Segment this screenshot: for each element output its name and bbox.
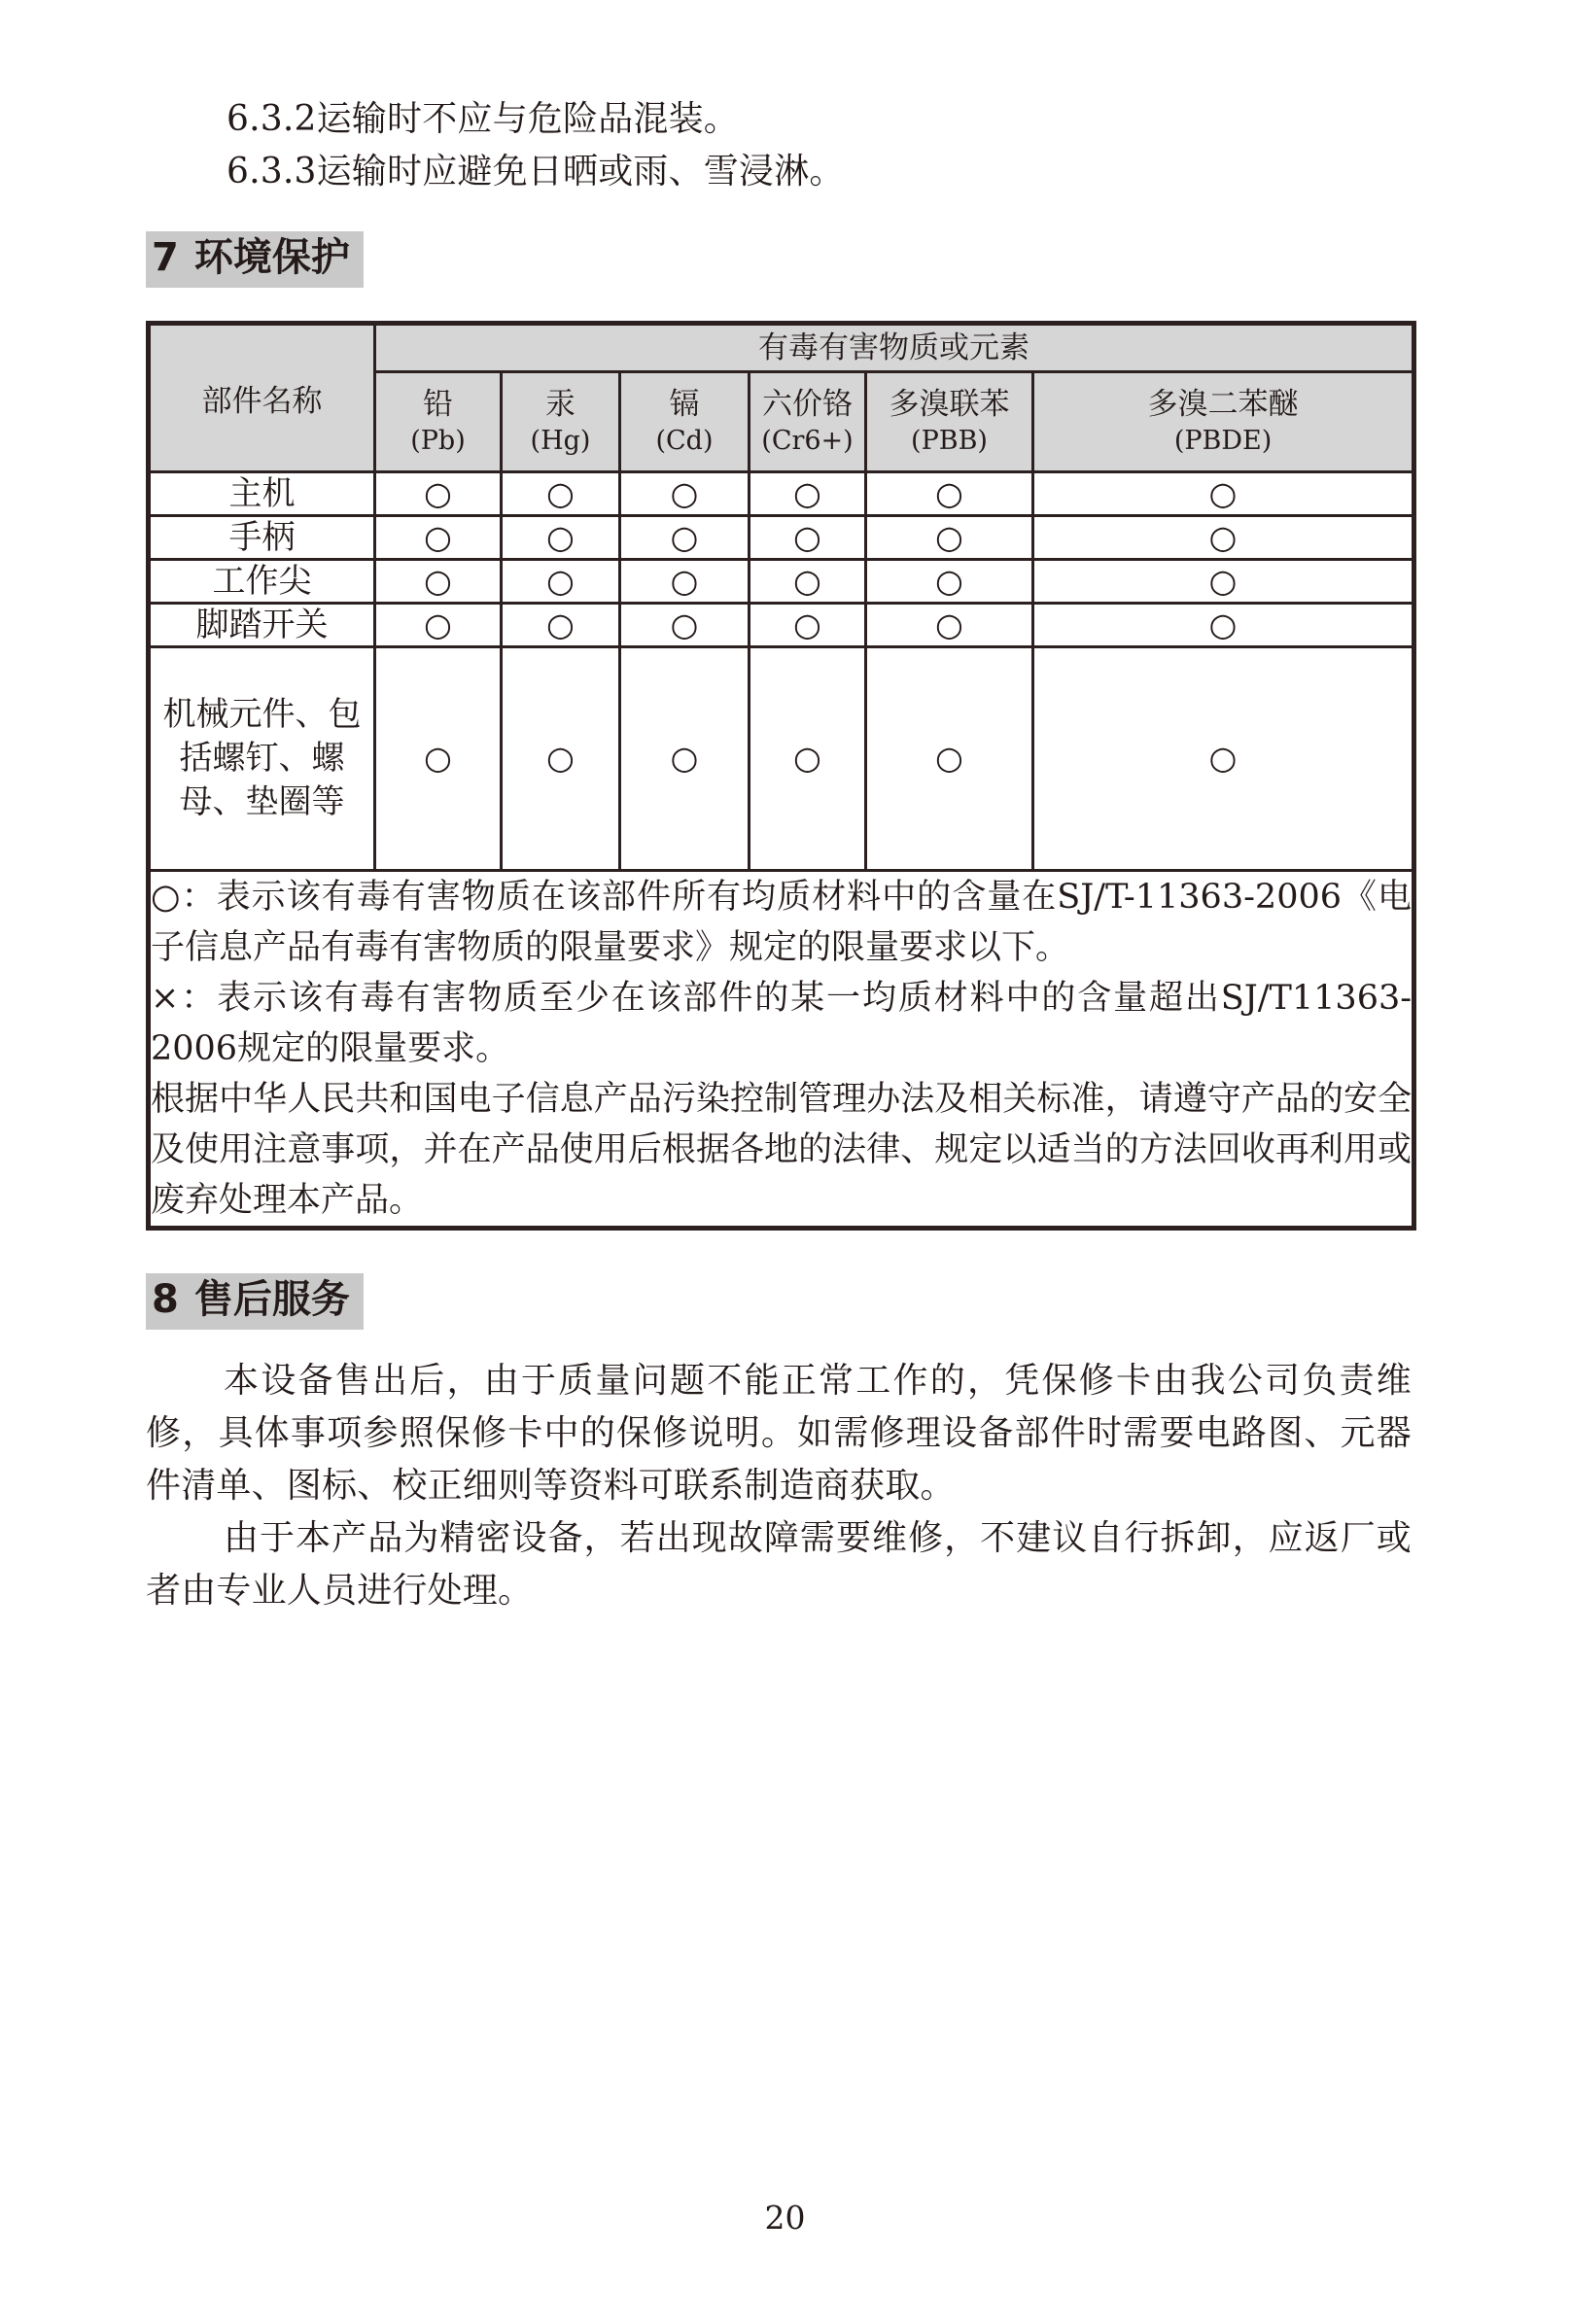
- page-content: [146, 93, 1412, 1617]
- mark-foot-switch-hg: ○: [502, 603, 620, 646]
- table-footnote-row: [149, 870, 1414, 1228]
- header-substance-pbb-name: 多溴联苯: [889, 386, 1010, 422]
- mark-tip-pbde: ○: [1033, 559, 1414, 603]
- mark-foot-switch-pb: ○: [375, 603, 502, 646]
- header-substance-pb-name: 铅: [423, 386, 453, 422]
- section-7-number: 7: [152, 235, 179, 280]
- mark-foot-switch-pbde: ○: [1033, 603, 1414, 646]
- header-substance-hg-symbol: (Hg): [530, 425, 591, 456]
- header-substance-cd-name: 镉: [669, 386, 700, 422]
- mark-tip-hg: ○: [502, 559, 620, 603]
- section-8-body: [146, 1355, 1412, 1617]
- row-component-main-unit: 主机: [149, 471, 375, 515]
- table-header-row-top: [149, 323, 1414, 371]
- header-substance-cd: [620, 371, 750, 471]
- mark-main-unit-cd: ○: [620, 471, 750, 515]
- mark-handle-pbb: ○: [866, 515, 1033, 559]
- section-8-number: 8: [152, 1276, 179, 1322]
- header-substance-pbde-name: 多溴二苯醚: [1147, 386, 1299, 422]
- header-substance-cr6-name: 六价铬: [762, 386, 853, 422]
- header-substance-hg-name: 汞: [545, 386, 576, 422]
- table-row: [149, 471, 1414, 515]
- section-8-title: 售后服务: [193, 1276, 350, 1322]
- mark-main-unit-hg: ○: [502, 471, 620, 515]
- row-component-working-tip: 工作尖: [149, 559, 375, 603]
- row-component-mechanical-parts: 机械元件、包括螺钉、螺母、垫圈等: [149, 646, 375, 870]
- mark-mechanical-cr6: ○: [750, 646, 866, 870]
- header-substance-pbde: [1033, 371, 1414, 471]
- mark-handle-cd: ○: [620, 515, 750, 559]
- mark-main-unit-cr6: ○: [750, 471, 866, 515]
- mark-foot-switch-pbb: ○: [866, 603, 1033, 646]
- header-substance-hg: [502, 371, 620, 471]
- header-substance-pb-symbol: (Pb): [410, 425, 466, 456]
- transport-note-2: 6.3.3运输时应避免日晒或雨、雪浸淋。: [227, 152, 845, 191]
- transport-notes-block: [146, 93, 1412, 198]
- footnote-circle-meaning: ○：表示该有毒有害物质在该部件所有均质材料中的含量在SJ/T-11363-2006《电子信息产品有毒有害物质的限量要求》规定的限量要求以下。: [151, 877, 1413, 967]
- header-substance-pbde-symbol: (PBDE): [1173, 425, 1273, 456]
- header-substance-cr6-symbol: (Cr6+): [761, 425, 854, 456]
- mark-tip-cd: ○: [620, 559, 750, 603]
- section-8-heading-row: [146, 1273, 1412, 1330]
- mark-handle-hg: ○: [502, 515, 620, 559]
- mark-tip-pb: ○: [375, 559, 502, 603]
- after-sales-paragraph-2: 由于本产品为精密设备，若出现故障需要维修，不建议自行拆卸，应返厂或者由专业人员进行处理。: [146, 1517, 1412, 1611]
- mark-main-unit-pb: ○: [375, 471, 502, 515]
- mark-mechanical-cd: ○: [620, 646, 750, 870]
- mark-tip-cr6: ○: [750, 559, 866, 603]
- mark-handle-cr6: ○: [750, 515, 866, 559]
- section-7-title: 环境保护: [193, 235, 350, 280]
- after-sales-paragraph-1: 本设备售出后，由于质量问题不能正常工作的，凭保修卡由我公司负责维修，具体事项参照保修卡中的保修说明。如需修理设备部件时需要电路图、元器件清单、图标、校正细则等资料可联系制造商获取。: [146, 1360, 1412, 1506]
- mark-handle-pb: ○: [375, 515, 502, 559]
- page-number: 20: [764, 2199, 806, 2237]
- header-substance-group: 有毒有害物质或元素: [375, 323, 1414, 371]
- mark-mechanical-pbde: ○: [1033, 646, 1414, 870]
- rohs-footnotes: [149, 870, 1414, 1228]
- mark-mechanical-pbb: ○: [866, 646, 1033, 870]
- mark-main-unit-pbb: ○: [866, 471, 1033, 515]
- header-substance-cd-symbol: (Cd): [655, 425, 714, 456]
- mark-tip-pbb: ○: [866, 559, 1033, 603]
- section-7-heading: [146, 231, 364, 288]
- mark-mechanical-pb: ○: [375, 646, 502, 870]
- footnote-regulation: 根据中华人民共和国电子信息产品污染控制管理办法及相关标准，请遵守产品的安全及使用注意事项，并在产品使用后根据各地的法律、规定以适当的方法回收再利用或废弃处理本产品。: [151, 1079, 1413, 1220]
- mark-foot-switch-cd: ○: [620, 603, 750, 646]
- header-substance-pbb-symbol: (PBB): [911, 425, 988, 456]
- table-row: [149, 646, 1414, 870]
- header-substance-cr6: [750, 371, 866, 471]
- mark-main-unit-pbde: ○: [1033, 471, 1414, 515]
- table-row: [149, 559, 1414, 603]
- footnote-cross-meaning: ×：表示该有毒有害物质至少在该部件的某一均质材料中的含量超出SJ/T11363-2006规定的限量要求。: [151, 978, 1413, 1068]
- transport-note-1: 6.3.2运输时不应与危险品混装。: [227, 99, 739, 139]
- mark-mechanical-hg: ○: [502, 646, 620, 870]
- table-row: [149, 515, 1414, 559]
- row-component-foot-switch: 脚踏开关: [149, 603, 375, 646]
- header-substance-pb: [375, 371, 502, 471]
- section-8-heading: [146, 1273, 364, 1330]
- rohs-substance-table: [146, 321, 1416, 1231]
- header-component-name: 部件名称: [149, 323, 375, 471]
- row-component-handle: 手柄: [149, 515, 375, 559]
- mark-handle-pbde: ○: [1033, 515, 1414, 559]
- section-7-heading-row: [146, 231, 1412, 288]
- header-substance-pbb: [866, 371, 1033, 471]
- table-row: [149, 603, 1414, 646]
- mark-foot-switch-cr6: ○: [750, 603, 866, 646]
